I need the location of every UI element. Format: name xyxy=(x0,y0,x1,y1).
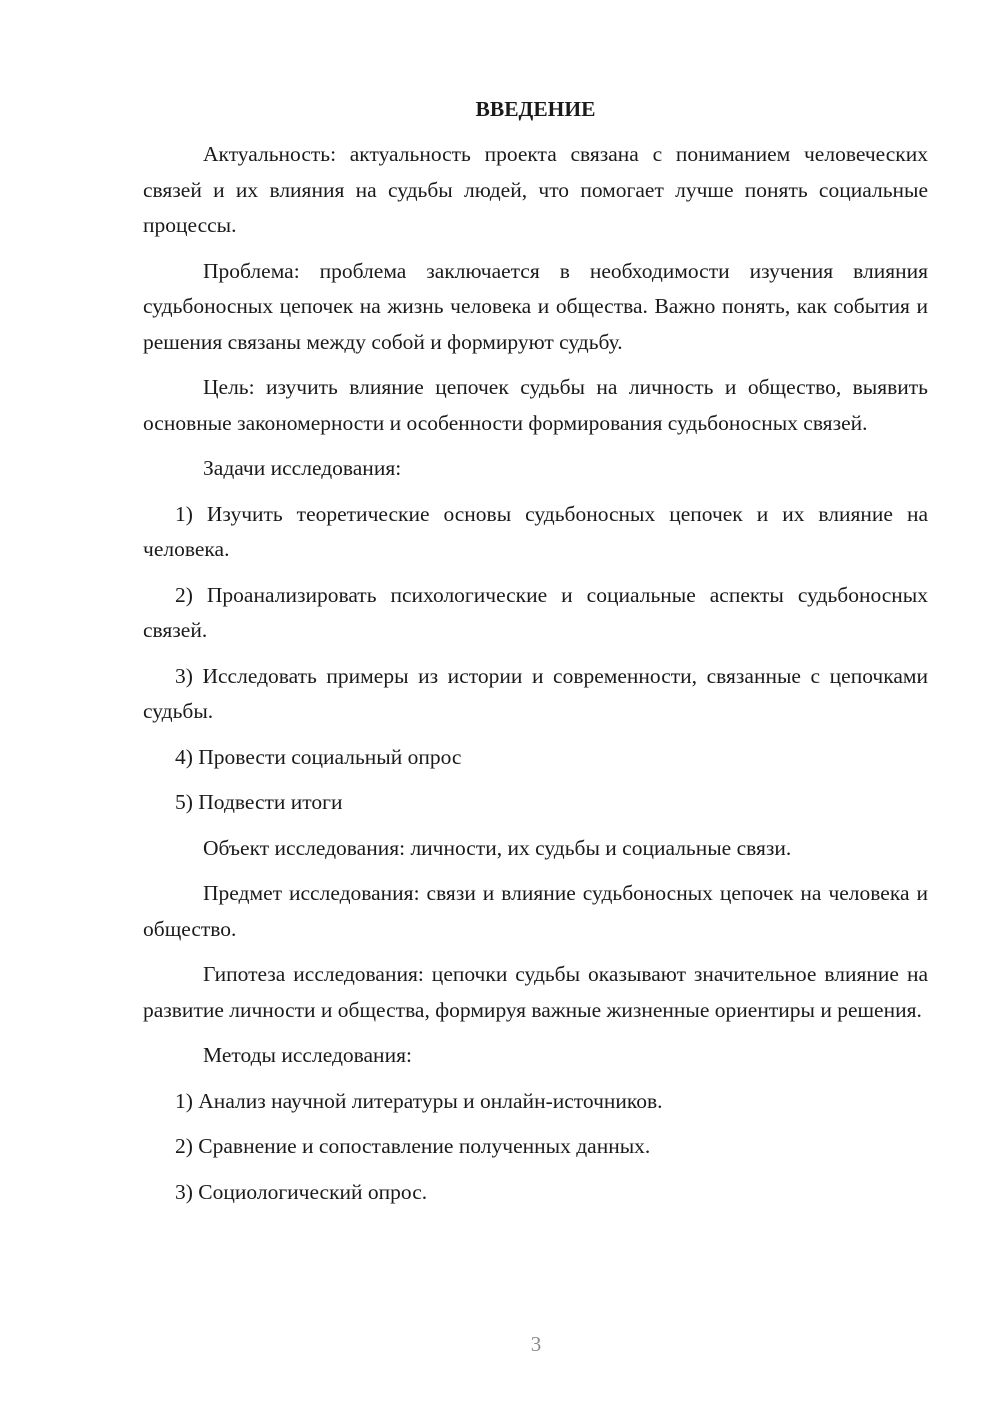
task-item: 5) Подвести итоги xyxy=(175,790,343,814)
actuality-paragraph: Актуальность: актуальность проекта связана с пониманием человеческих связей и их влияния на судьбы людей, что помогает лучше понять социальные процессы. xyxy=(143,142,928,237)
problem-paragraph: Проблема: проблема заключается в необходимости изучения влияния судьбоносных цепочек на жизнь человека и общества. Важно понять, как события и решения связаны между собой и формируют судьбу. xyxy=(143,258,928,354)
task-item: 2) Проанализировать психологические и социальные аспекты судьбоносных связей. xyxy=(143,582,928,642)
method-item: 2) Сравнение и сопоставление полученных данных. xyxy=(175,1134,651,1158)
subject-paragraph: Предмет исследования: связи и влияние судьбоносных цепочек на человека и общество. xyxy=(143,881,928,941)
object-paragraph: Объект исследования: личности, их судьбы и социальные связи. xyxy=(203,835,792,860)
methods-heading: Методы исследования: xyxy=(203,1043,412,1067)
task-item: 1) Изучить теоретические основы судьбоносных цепочек и их влияние на человека. xyxy=(143,501,928,561)
tasks-heading: Задачи исследования: xyxy=(203,456,402,480)
task-item: 3) Исследовать примеры из истории и современности, связанные с цепочками судьбы. xyxy=(143,663,928,723)
goal-paragraph: Цель: изучить влияние цепочек судьбы на личность и общество, выявить основные закономерности и особенности формирования судьбоносных связей. xyxy=(143,375,928,435)
method-item: 3) Социологический опрос. xyxy=(175,1179,428,1204)
section-title: ВВЕДЕНИЕ xyxy=(475,97,596,121)
hypothesis-paragraph: Гипотеза исследования: цепочки судьбы оказывают значительное влияние на развитие личности и общества, формируя важные жизненные ориентиры и решения. xyxy=(143,962,928,1022)
method-item: 1) Анализ научной литературы и онлайн-источников. xyxy=(175,1088,663,1113)
task-item: 4) Провести социальный опрос xyxy=(175,744,462,769)
document-page xyxy=(143,92,928,1220)
page-number: 3 xyxy=(530,1332,542,1356)
